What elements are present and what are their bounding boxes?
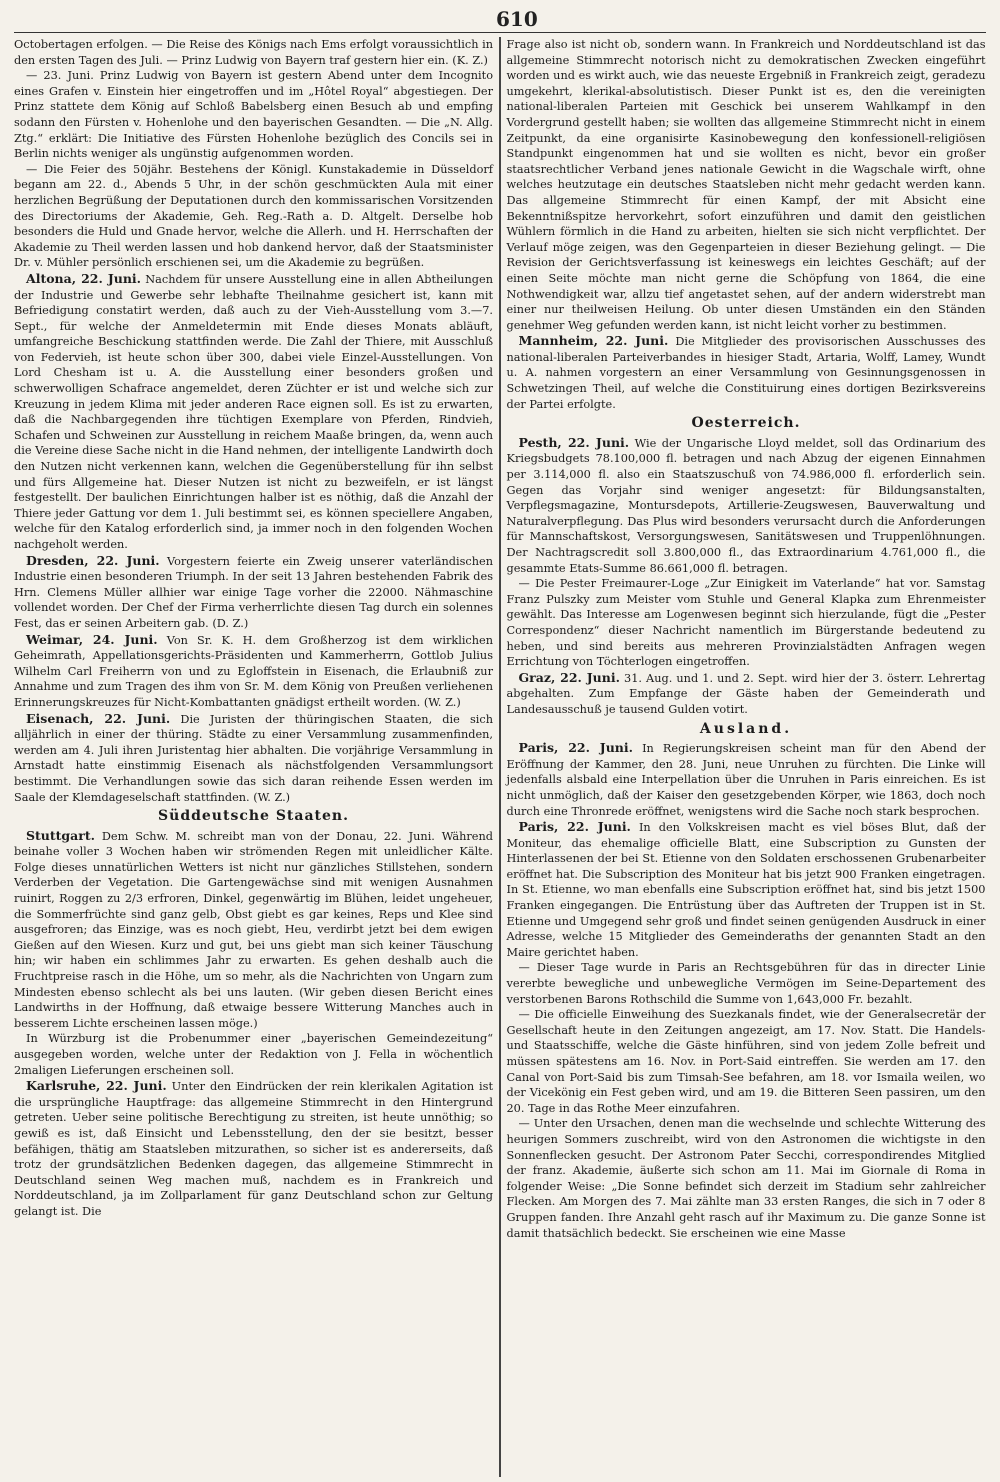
article-paragraph [507, 1116, 986, 1241]
article-paragraph [507, 435, 986, 576]
article-text: Frage also ist nicht ob, sondern wann. In Frankreich und Norddeutschland ist das allgemeine Stimmrecht notorisch nicht zu demokratischen Zwecken eingeführt worden und es wirkt auch, wie das neueste Ergebniß in Frankreich zeigt, geradezu umgekehrt, klerikal-absolutistisch. Dieser Punkt ist es, den die vereinigten national-liberalen Parteien mit Geschick bei unserem Wahlkampf in den Vordergrund gestellt haben; sie wollten das allgemeine Stimmrecht nicht in einem Zeitpunkt, da eine organisirte Kasinobewegung den konfessionell-religiösen Standpunkt eingenommen hat und sie wollten es nicht, bevor ein großer staatsrechtlicher Verband jenes nationale Gewicht in die Wagschale wirft, ohne welches heutzutage ein deutsches Staatsleben nicht mehr gedacht werden kann. Das allgemeine Stimmrecht für einen Kampf, der mit Absicht eine Bekenntnißspitze hervorkehrt, sofort einzuführen und damit den geistlichen Wühlern förmlich in die Hand zu arbeiten, hielten sie sich nicht verpflichtet. Der Verlauf möge zeigen, was den Gegenparteien in dieser Beziehung gelingt. — Die Revision der Gerichtsverfassung ist keineswegs ein leichtes Geschäft; auf der einen Seite möchte man nicht gerne die Schöpfung von 1864, die eine Nothwendigkeit war, allzu tief angetastet sehen, auf der andern widerstrebt man einer nur theilweisen Heilung. Ob unter diesen Umständen ein den Ständen genehmer Weg gefunden werden kann, ist nicht leicht vorher zu bestimmen. [506, 38, 986, 332]
article-paragraph [14, 711, 493, 806]
article-text: Die Mitglieder des provisorischen Ausschusses des national-liberalen Parteiverbandes in hiesiger Stadt, Artaria, Wolff, Lamey, Wundt u. A. nahmen vorgestern an einer Versammlung von Gesinnungsgenossen in Schwetzingen Theil, auf welche die Constituirung eines dortigen Bezirksvereins der Partei erfolgte. [506, 335, 986, 411]
article-dateline: Eisenach, 22. Juni. [26, 710, 171, 726]
page-header [14, 6, 986, 33]
article-dateline: Mannheim, 22. Juni. [518, 333, 669, 349]
article-paragraph [507, 960, 986, 1007]
article-paragraph [14, 1031, 493, 1078]
article-paragraph [14, 162, 493, 271]
article-paragraph [14, 271, 493, 553]
article-text: 31. Aug. und 1. und 2. Sept. wird hier der 3. österr. Lehrertag abgehalten. Zum Empfange der Gäste haben der Gemeinderath und Landesausschuß je tausend Gulden votirt. [506, 671, 986, 716]
article-paragraph [14, 68, 493, 162]
article-dateline: Paris, 22. Juni. [518, 740, 633, 756]
article-dateline: Karlsruhe, 22. Juni. [26, 1078, 167, 1094]
article-paragraph [507, 576, 986, 670]
article-dateline: Altona, 22. Juni. [26, 270, 142, 286]
article-text: — Unter den Ursachen, denen man die wechselnde und schlechte Witterung des heurigen Sommers zuschreibt, wird von den Astronomen die wichtigste in den Sonnenflecken gesucht. Der Astronom Pater Secchi, correspondirendes Mitglied der franz. Akademie, äußerte sich schon am 11. Mai im Giornale di Roma in folgender Weise: „Die Sonne befindet sich derzeit im Stadium sehr zahlreicher Flecken. Am Morgen des 7. Mai zählte man 33 ersten Ranges, die sich in 7 oder 8 Gruppen fanden. Ihre Anzahl geht rasch auf ihr Maximum zu. Die ganze Sonne ist damit thatsächlich bedeckt. Sie erscheinen wie eine Masse [506, 1117, 986, 1240]
section-heading: Ausland. [699, 720, 793, 737]
article-text: Die Juristen der thüringischen Staaten, die sich alljährlich in einer der thüring. Städte zu einer Versammlung zusammenfinden, werden am 4. Juli ihren Juristentag hier abhalten. Die vorjährige Versammlung in Arnstadt hatte einstimmig Eisenach als nächstfolgenden Versammlungsort bestimmt. Die Verhandlungen sowie das sich daran reihende Essen werden im Saale der Klemdageselschaft stattfinden. (W. Z.) [14, 712, 493, 804]
article-text: — Die Feier des 50jähr. Bestehens der Königl. Kunstakademie in Düsseldorf begann am 22. d., Abends 5 Uhr, in der schön geschmückten Aula mit einer herzlichen Begrüßung der Deputationen durch den kommissarischen Vorsitzenden des Directoriums der Akademie, Geh. Reg.-Rath a. D. Altgelt. Derselbe hob besonders die Huld und Gnade hervor, welche die Allerh. und H. Herrschaften der Akademie zu Theil werden lassen und hob dankend hervor, daß der Staatsminister Dr. v. Mühler persönlich erschienen sei, um die Akademie zu begrüßen. [14, 162, 493, 270]
article-text: Unter den Eindrücken der rein klerikalen Agitation ist die ursprüngliche Hauptfrage: das allgemeine Stimmrecht in den Hintergrund getreten. Ueber seine politische Berechtigung zu streiten, ist heute unnöthig; so gewiß es ist, daß Einsicht und Lebensstellung, den der sie besitzt, besser befähigen, thätig am Staatsleben mitzurathen, so sicher ist es andererseits, daß trotz der grundsätzlichen Bedenken dagegen, das allgemeine Stimmrecht in Deutschland seinen Weg machen muß, nachdem es in Frankreich und Norddeutschland, ja im Zollparlament für ganz Deutschland schon zur Geltung gelangt ist. Die [14, 1080, 493, 1218]
right-column [501, 37, 986, 1477]
article-text: Wie der Ungarische Lloyd meldet, soll das Ordinarium des Kriegsbudgets 78.100,000 fl. betragen und nach Abzug der eigenen Einnahmen per 3.114,000 fl. also ein Staatszuschuß von 74.986,000 fl. erforderlich sein. Gegen das Vorjahr sind weniger angesetzt: für Bildungsanstalten, Verpflegsmagazine, Montursdepots, Artillerie-Zeugswesen, Bauverwaltung und Naturalverpflegung. Das Plus wird besonders verursacht durch die Anforderungen für Mannschaftskost, Versorgungswesen, Sanitätswesen und Truppenlöhnungen. Der Nachtragscredit soll 3.800,000 fl., das Extraordinarium 4.761,000 fl., die gesammte Etats-Summe 86.661,000 fl. betragen. [506, 436, 986, 575]
article-paragraph [14, 37, 493, 68]
article-dateline: Weimar, 24. Juni. [26, 631, 158, 647]
article-text: In Regierungskreisen scheint man für den Abend der Eröffnung der Kammer, den 28. Juni, neue Unruhen zu fürchten. Die Linke will jedenfalls alsbald eine Interpellation über die Unruhen in Paris einreichen. Es ist nicht unmöglich, daß der Kaiser den gesetzgebenden Körper, wie 1863, doch noch durch eine Thronrede eröffnet, wenigstens wird die Sache noch stark besprochen. [506, 742, 986, 818]
article-text: — 23. Juni. Prinz Ludwig von Bayern ist gestern Abend unter dem Incognito eines Grafen v. Einstein hier eingetroffen und im „Hôtel Royal“ abgestiegen. Der Prinz stattete dem König auf Schloß Babelsberg einen Besuch ab und empfing sodann den Fürsten v. Hohenlohe und den bayerischen Gesandten. — Die „N. Allg. Ztg.“ erklärt: Die Initiative des Fürsten Hohenlohe bezüglich des Concils sei in Berlin nichts weniger als ungünstig aufgenommen worden. [14, 69, 493, 161]
article-paragraph [14, 1078, 493, 1219]
article-paragraph [507, 819, 986, 960]
article-dateline: Dresden, 22. Juni. [26, 552, 160, 568]
article-dateline: Graz, 22. Juni. [518, 669, 620, 685]
article-text: Dem Schw. M. schreibt man von der Donau, 22. Juni. Während beinahe voller 3 Wochen haben wir strömenden Regen mit unleidlicher Kälte. Folge dieses unnatürlichen Wetters ist nicht nur gänzliches Stillstehen, sondern Verderben der Vegetation. Die Gartengewächse sind mit wenigen Ausnahmen ruinirt, Roggen zu 2/3 erfroren, Dinkel, gegenwärtig im Blühen, leidet ungeheuer, die Sommerfrüchte sind ganz gelb, Obst giebt es gar keines, Reps und Klee sind ausgefroren; das Einzige, was es noch giebt, Heu, verdirbt jetzt bei dem ewigen Gießen auf den Wiesen. Kurz und gut, bei uns giebt man sich keiner Täuschung hin; wir haben ein schlimmes Jahr zu erwarten. Es gehen deshalb auch die Fruchtpreise rasch in die Höhe, um so mehr, als die Nachrichten von Ungarn zum Mindesten ebenso schlecht als bei uns lauten. (Wir geben diesen Bericht eines Landwirths in der Hoffnung, daß etwaige bessere Witterung Manches auch in besserem Lichte erscheinen lassen möge.) [14, 829, 493, 1030]
article-text: Von Sr. K. H. dem Großherzog ist dem wirklichen Geheimrath, Appellationsgerichts-Präsidenten und Kammerherrn, Gottlob Julius Wilhelm Carl Freiherrn von und zu Egloffstein in Eisenach, die Erlaubniß zur Annahme und zum Tragen des ihm von Sr. M. dem König von Preußen verliehenen Erinnerungskreuzes für Nicht-Kombattanten gnädigst ertheilt worden. (W. Z.) [14, 633, 493, 709]
left-column [14, 37, 499, 1477]
article-paragraph [507, 740, 986, 819]
article-paragraph [14, 632, 493, 711]
article-text: In Würzburg ist die Probenummer einer „bayerischen Gemeindezeitung“ ausgegeben worden, welche unter der Redaktion von J. Fella in wöchentlich 2maligen Lieferungen erscheinen soll. [14, 1032, 493, 1077]
article-dateline: Paris, 22. Juni. [518, 819, 631, 835]
article-dateline: Pesth, 22. Juni. [518, 434, 630, 450]
article-text: Vorgestern feierte ein Zweig unserer vaterländischen Industrie einen besonderen Triumph. In der seit 13 Jahren bestehenden Fabrik des Hrn. Clemens Müller allhier war einige Tage vorher die 22000. Nähmaschine vollendet worden. Der Chef der Firma verherrlichte diesen Tag durch ein solennes Fest, das er seinen Arbeitern gab. (D. Z.) [14, 554, 493, 630]
article-paragraph [507, 333, 986, 412]
article-paragraph [14, 828, 493, 1032]
article-text: Nachdem für unsere Ausstellung eine in allen Abtheilungen der Industrie und Gewerbe sehr lebhafte Theilnahme gesichert ist, kann mit Befriedigung constatirt werden, daß auch zu der Vieh-Ausstellung vom 3.—7. Sept., für welche der Anmeldetermin mit Ende dieses Monats abläuft, umfangreiche Beschickung stattfinden werde. Die Zahl der Thiere, mit Ausschluß von Federvieh, ist heute schon über 300, dabei viele Einzel-Ausstellungen. Von Lord Chesham ist u. A. die Ausstellung einer besonders großen und schwerwolligen Schafrace angemeldet, deren Züchter er ist und welche sich zur Kreuzung in jedem Klima mit jeder anderen Race eignen soll. Es ist zu erwarten, daß die Nachbargegenden ihre tüchtigen Exemplare von Pferden, Rindvieh, Schafen und Schweinen zur Ausstellung in reichem Maaße bringen, da, wenn auch die Vereine diese Sache nicht in die Hand nehmen, der intelligente Landwirth doch den Nutzen nicht verkennen kann, welchen die Gegenüberstellung für ihn selbst und fürs Allgemeine hat. Dieser Nutzen ist nicht zu bezweifeln, er ist längst festgestellt. Der baulichen Einrichtungen halber ist es nöthig, daß die Anzahl der Thiere jeder Gattung vor dem 1. Juli bestimmt sei, es können speciellere Angaben, welche für den Katalog erforderlich sind, ja immer noch in den folgenden Wochen nachgeholt werden. [14, 272, 493, 551]
article-paragraph [507, 37, 986, 333]
article-dateline: Stuttgart. [26, 827, 95, 843]
article-paragraph [507, 670, 986, 718]
section-heading: Oesterreich. [691, 415, 801, 432]
section-heading: Süddeutsche Staaten. [158, 808, 349, 825]
article-text: In den Volkskreisen macht es viel böses Blut, daß der Moniteur, das ehemalige officielle Blatt, eine Subscription zu Gunsten der Hinterlassenen der bei St. Etienne von den Soldaten erschossenen Grubenarbeiter eröffnet hat. Die Subscription des Moniteur hat bis jetzt 900 Franken eingetragen. In St. Etienne, wo man ebenfalls eine Subscription eröffnet hat, sind bis jetzt 1500 Franken eingegangen. Die Entrüstung über das Auftreten der Truppen ist in St. Etienne und Umgegend sehr groß und findet seinen genügenden Ausdruck in einer Adresse, welche 15 Mitglieder des Gemeinderaths der genannten Stadt an den Maire gerichtet haben. [506, 821, 986, 959]
article-paragraph [14, 553, 493, 632]
article-text: — Dieser Tage wurde in Paris an Rechtsgebühren für das in directer Linie vererbte bewegliche und unbewegliche Vermögen im Seine-Departement des verstorbenen Barons Rothschild die Summe von 1,643,000 Fr. bezahlt. [506, 961, 986, 1006]
page-number: 610 [496, 7, 538, 31]
article-text: — Die Pester Freimaurer-Loge „Zur Einigkeit im Vaterlande“ hat vor. Samstag Franz Pulszky zum Meister vom Stuhle und General Klapka zum Ehrenmeister gewählt. Das Interesse am Logenwesen beginnt sich hierzulande, fügt die „Pester Correspondenz“ dieser Nachricht namentlich im Bürgerstande bedeutend zu heben, und sind bereits aus mehreren Provinzialstädten Anfragen wegen Errichtung von Töchterlogen eingetroffen. [506, 577, 986, 669]
article-columns [14, 37, 986, 1477]
article-text: Octobertagen erfolgen. — Die Reise des Königs nach Ems erfolgt voraussichtlich in den ersten Tagen des Juli. — Prinz Ludwig von Bayern traf gestern hier ein. (K. Z.) [14, 38, 493, 67]
article-text: — Die officielle Einweihung des Suezkanals findet, wie der Generalsecretär der Gesellschaft heute in den Zeitungen angezeigt, am 17. Nov. Statt. Die Handels- und Staatsschiffe, welche die Gäste hinführen, sind von jedem Zolle befreit und müssen spätestens am 16. Nov. in Port-Said eintreffen. Sie werden am 17. den Canal von Port-Said bis zum Timsah-See befahren, am 18. vor Ismaila weilen, wo der Vicekönig ein Fest geben wird, und am 19. die Bitteren Seen passiren, um den 20. Tage in das Rothe Meer einzufahren. [506, 1008, 986, 1115]
article-paragraph [507, 1007, 986, 1116]
